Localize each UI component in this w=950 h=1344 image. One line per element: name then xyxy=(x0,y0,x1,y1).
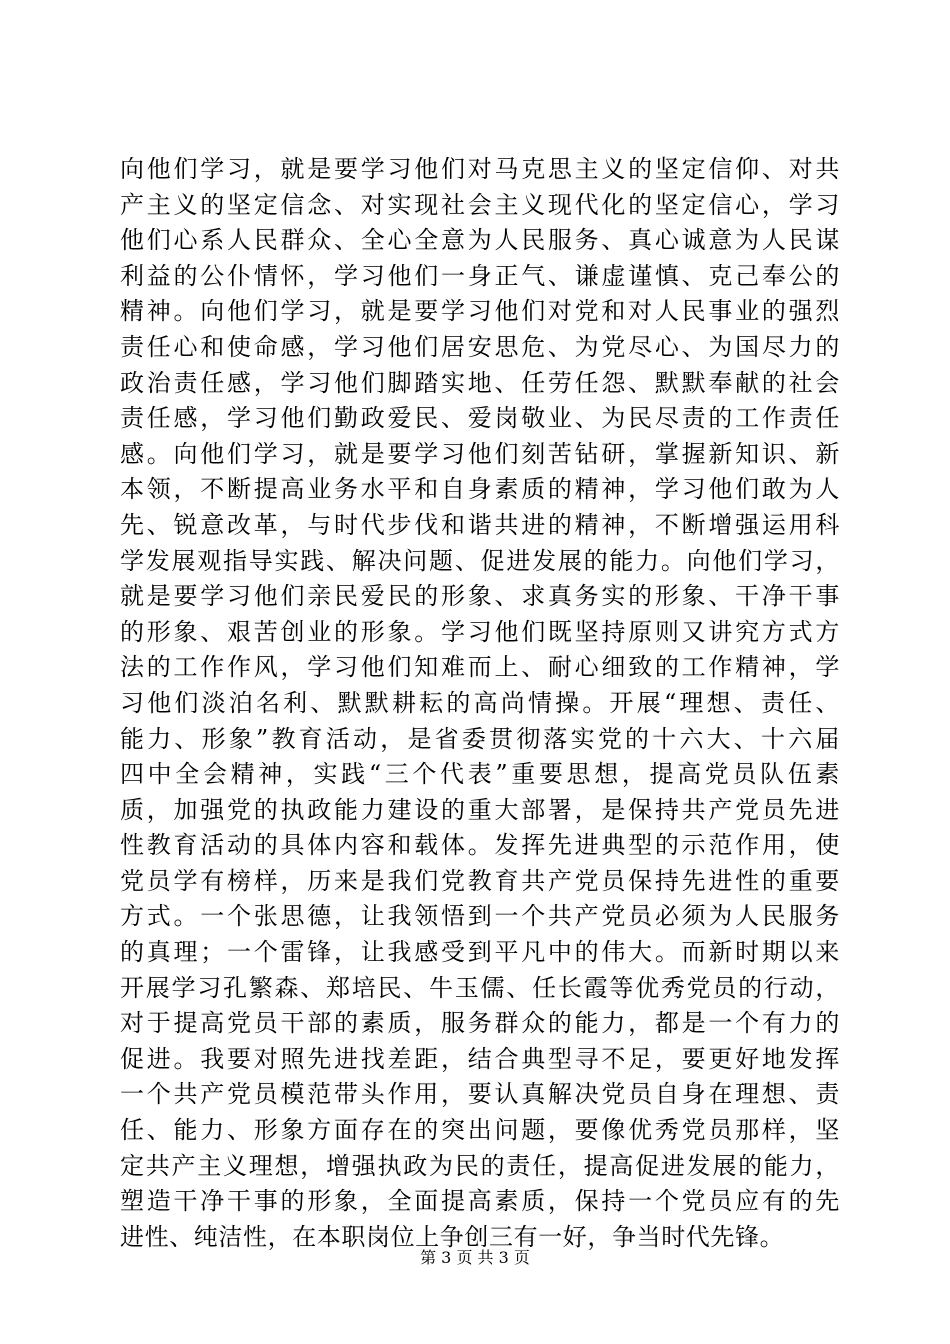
text-line-last: 进性、纯洁性，在本职岗位上争创三有一好，争当时代先锋。 xyxy=(120,1222,785,1251)
text-line: 党员学有榜样，历来是我们党教育共产党员保持先进性的重要 xyxy=(120,866,840,895)
text-line: 法的工作作风，学习他们知难而上、耐心细致的工作精神，学 xyxy=(120,653,840,682)
text-line: 利益的公仆情怀，学习他们一身正气、谦虚谨慎、克己奉公的 xyxy=(120,261,840,290)
text-line: 政治责任感，学习他们脚踏实地、任劳任怨、默默奉献的社会 xyxy=(120,368,840,397)
text-line: 方式。一个张思德，让我领悟到一个共产党员必须为人民服务 xyxy=(120,902,840,931)
text-line: 学发展观指导实践、解决问题、促进发展的能力。向他们学习， xyxy=(120,546,840,575)
text-line: 感。向他们学习，就是要学习他们刻苦钻研，掌握新知识、新 xyxy=(120,439,840,468)
text-line: 性教育活动的具体内容和载体。发挥先进典型的示范作用，使 xyxy=(120,831,840,860)
text-line: 他们心系人民群众、全心全意为人民服务、真心诚意为人民谋 xyxy=(120,226,840,255)
text-line: 先、锐意改革，与时代步伐和谐共进的精神，不断增强运用科 xyxy=(120,510,840,539)
text-line: 四中全会精神，实践“三个代表”重要思想，提高党员队伍素 xyxy=(120,760,840,789)
text-line: 一个共产党员模范带头作用，要认真解决党员自身在理想、责 xyxy=(120,1080,840,1109)
text-line: 产主义的坚定信念、对实现社会主义现代化的坚定信心，学习 xyxy=(120,190,840,219)
text-line: 本领，不断提高业务水平和自身素质的精神，学习他们敢为人 xyxy=(120,475,840,504)
page-number: 第 3 页 共 3 页 xyxy=(420,1248,530,1267)
text-line: 精神。向他们学习，就是要学习他们对党和对人民事业的强烈 xyxy=(120,297,840,326)
text-line: 对于提高党员干部的素质，服务群众的能力，都是一个有力的 xyxy=(120,1009,840,1038)
text-line: 开展学习孔繁森、郑培民、牛玉儒、任长霞等优秀党员的行动， xyxy=(120,973,840,1002)
body-paragraph xyxy=(120,152,840,1255)
text-line: 责任心和使命感，学习他们居安思危、为党尽心、为国尽力的 xyxy=(120,332,840,361)
text-line: 的真理；一个雷锋，让我感受到平凡中的伟大。而新时期以来 xyxy=(120,938,840,967)
page-footer xyxy=(0,1248,950,1268)
text-line: 就是要学习他们亲民爱民的形象、求真务实的形象、干净干事 xyxy=(120,582,840,611)
text-line: 定共产主义理想，增强执政为民的责任，提高促进发展的能力， xyxy=(120,1151,840,1180)
text-line: 任、能力、形象方面存在的突出问题，要像优秀党员那样，坚 xyxy=(120,1116,840,1145)
text-line: 责任感，学习他们勤政爱民、爱岗敬业、为民尽责的工作责任 xyxy=(120,404,840,433)
text-line: 塑造干净干事的形象，全面提高素质，保持一个党员应有的先 xyxy=(120,1187,840,1216)
text-line: 习他们淡泊名利、默默耕耘的高尚情操。开展“理想、责任、 xyxy=(120,688,840,717)
text-line: 的形象、艰苦创业的形象。学习他们既坚持原则又讲究方式方 xyxy=(120,617,840,646)
text-line: 向他们学习，就是要学习他们对马克思主义的坚定信仰、对共 xyxy=(120,155,840,183)
text-line: 能力、形象”教育活动，是省委贯彻落实党的十六大、十六届 xyxy=(120,724,840,753)
text-line: 质，加强党的执政能力建设的重大部署，是保持共产党员先进 xyxy=(120,795,840,824)
text-line: 促进。我要对照先进找差距，结合典型寻不足，要更好地发挥 xyxy=(120,1044,840,1073)
